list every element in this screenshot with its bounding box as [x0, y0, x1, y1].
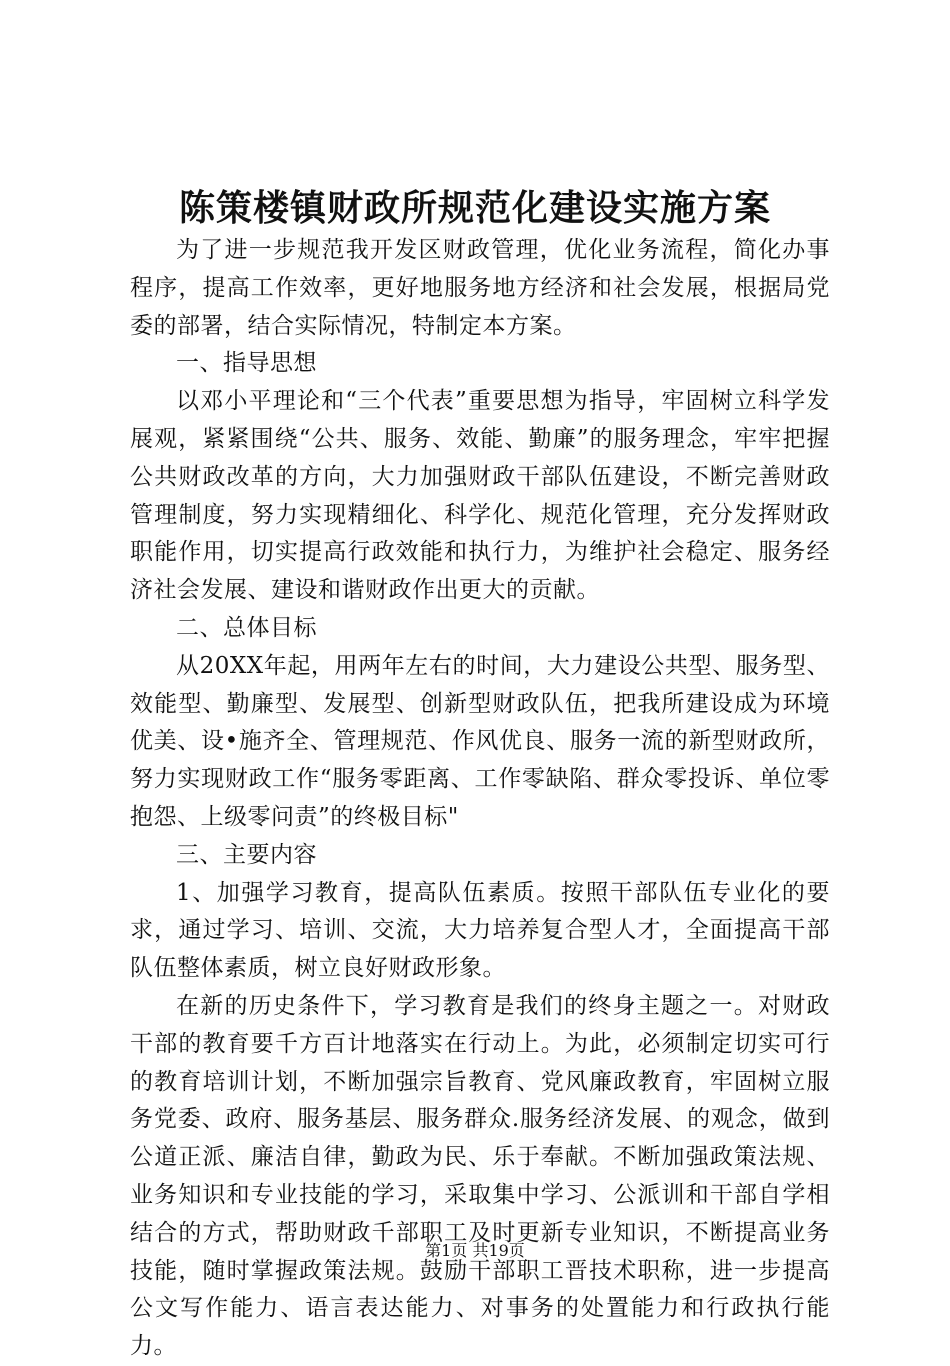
section-heading-overall-goal: 二、总体目标	[176, 614, 317, 641]
document-body	[130, 232, 830, 1366]
main-content-item-1: 1、加强学习教育，提高队伍素质。按照干部队伍专业化的要求，通过学习、培训、交流，大力培养复合型人才，全面提高干部队伍整体素质，树立良好财政形象。	[130, 879, 830, 982]
intro-paragraph: 为了进一步规范我开发区财政管理，优化业务流程，简化办事程序，提高工作效率，更好地服务地方经济和社会发展，根据局党委的部署，结合实际情况，特制定本方案。	[130, 237, 830, 339]
section-heading-guiding-ideology: 一、指导思想	[176, 350, 317, 377]
guiding-ideology-paragraph: 以邓小平理论和“三个代表”重要思想为指导，牢固树立科学发展观，紧紧围绕“公共、服务、效能、勤廉”的服务理念，牢牢把握公共财政改革的方向，大力加强财政干部队伍建设，不断完善财政管理制度，努力实现精细化、科学化、规范化管理，充分发挥财政职能作用，切实提高行政效能和执行力，为维护社会稳定、服务经济社会发展、建设和谐财政作出更大的贡献。	[130, 388, 830, 604]
section-heading-main-content: 三、主要内容	[176, 841, 317, 868]
page-number-footer: 第1页 共19页	[425, 1241, 525, 1260]
main-content-paragraph: 在新的历史条件下，学习教育是我们的终身主题之一。对财政干部的教育要千方百计地落实在行动上。为此，必须制定切实可行的教育培训计划，不断加强宗旨教育、党风廉政教育，牢固树立服务党委、政府、服务基层、服务群众.服务经济发展、的观念，做到公道正派、廉洁自律，勤政为民、乐于奉献。不断加强政策法规、业务知识和专业技能的学习，采取集中学习、公派训和干部自学相结合的方式，帮助财政千部职工及时更新专业知识，不断提高业务技能，随时掌握政策法规。鼓励干部职工晋技术职称，进一步提高公文写作能力、语言表达能力、对事务的处置能力和行政执行能力。	[130, 992, 830, 1360]
overall-goal-paragraph: 从20XX年起，用两年左右的时间，大力建设公共型、服务型、效能型、勤廉型、发展型、创新型财政队伍，把我所建设成为环境优美、设•施齐全、管理规范、作风优良、服务一流的新型财政所，努力实现财政工作“服务零距离、工作零缺陷、群众零投诉、单位零抱怨、上级零问责”的终极目标"	[130, 652, 830, 830]
document-title: 陈策楼镇财政所规范化建设实施方案	[178, 187, 771, 229]
